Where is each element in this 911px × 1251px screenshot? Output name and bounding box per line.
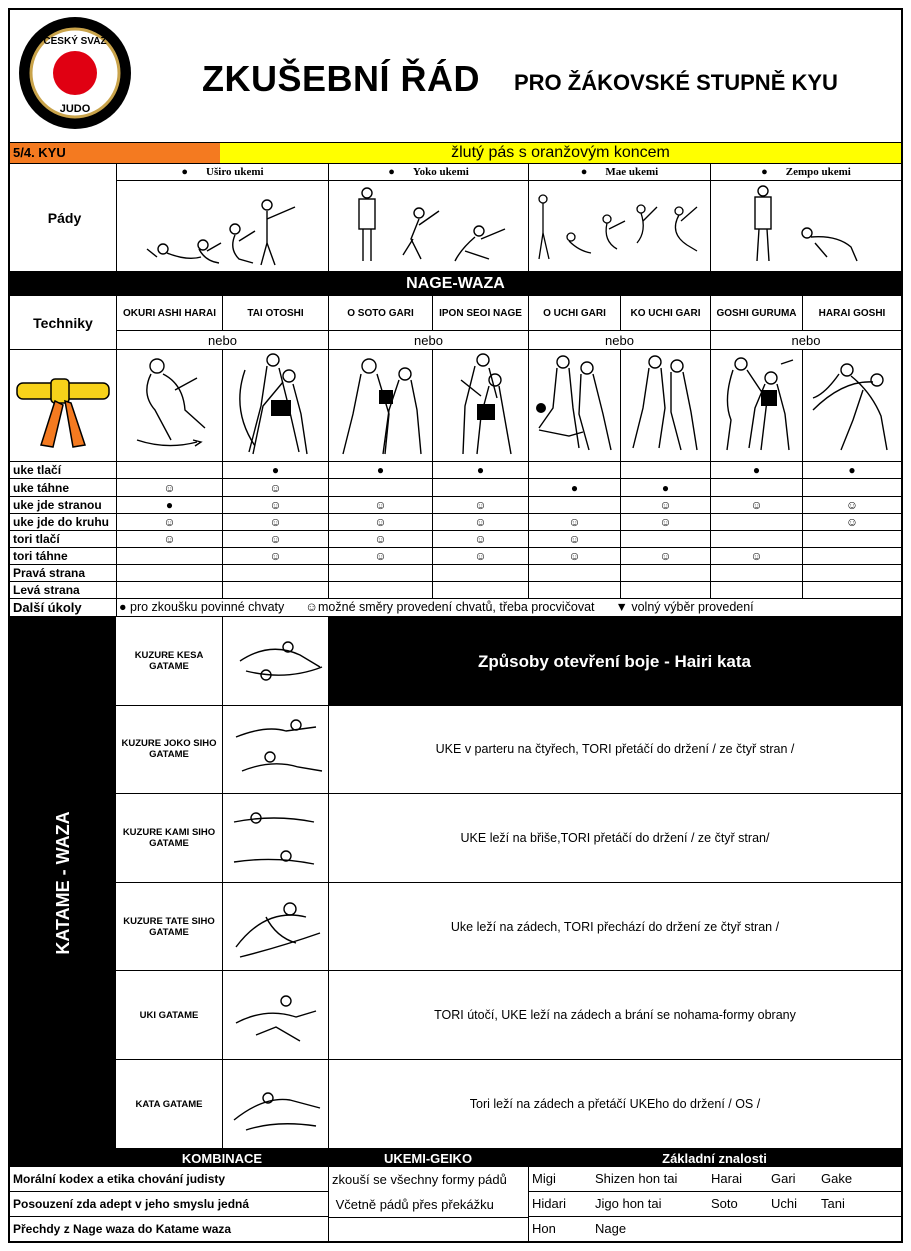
- matrix-cell: [116, 462, 222, 478]
- pady-col-3: ● Mae ukemi: [528, 164, 710, 271]
- matrix-cell: ●: [328, 462, 432, 478]
- kombinace-title: KOMBINACE: [181, 1150, 263, 1166]
- technique-name: OKURI ASHI HARAI: [116, 296, 222, 330]
- matrix-row-label: Levá strana: [13, 583, 80, 597]
- matrix-cell: ☺: [328, 531, 432, 547]
- matrix-cell: ☺: [328, 497, 432, 513]
- matrix-cell: ●: [528, 479, 620, 496]
- technique-name: O UCHI GARI: [528, 296, 620, 330]
- ukemi-geiko-title: UKEMI-GEIKO: [383, 1150, 473, 1166]
- ukemi-item: Včetně pádů přes překážku: [332, 1197, 494, 1212]
- matrix-cell: ●: [116, 497, 222, 513]
- matrix-cell: ☺: [620, 548, 710, 564]
- katame-technique-name: KATA GATAME: [116, 1060, 222, 1149]
- ukemi-item: zkouší se všechny formy pádů: [332, 1172, 507, 1187]
- page-title: ZKUŠEBNÍ ŘÁD: [202, 58, 481, 99]
- technique-illustration: [620, 350, 710, 461]
- technique-illustration: [802, 350, 901, 461]
- matrix-cell: [710, 582, 802, 598]
- legend-free: ▼ volný výběr provedení: [615, 600, 754, 614]
- technique-name: HARAI GOSHI: [802, 296, 901, 330]
- matrix-cell: [432, 565, 528, 581]
- kombinace-item: Posouzení zda adept v jeho smyslu jedná: [10, 1192, 328, 1217]
- matrix-cell: ☺: [432, 514, 528, 530]
- matrix-row-label: uke jde stranou: [13, 498, 102, 512]
- znalosti-term: Tani: [821, 1196, 845, 1211]
- matrix-cell: [620, 462, 710, 478]
- zakladni-znalosti-title: Základní znalosti: [662, 1150, 767, 1166]
- matrix-cell: ☺: [328, 514, 432, 530]
- matrix-row: [10, 462, 901, 479]
- pady-item-1: Uširo ukemi: [206, 166, 264, 178]
- znalosti-row: [529, 1217, 901, 1241]
- matrix-row: [10, 514, 901, 531]
- katame-description: UKE leží na břiše,TORI přetáčí do držení / ze čtyř stran/: [328, 794, 901, 883]
- matrix-cell: [328, 565, 432, 581]
- technique-illustration: [116, 350, 222, 461]
- legend-possible: ☺možné směry provedení chvatů, třeba procvičovat: [305, 600, 595, 614]
- matrix-cell: [432, 582, 528, 598]
- ukemi-empty: [328, 1217, 528, 1241]
- logo-bottom-text: JUDO: [59, 103, 91, 115]
- znalosti-term: Gari: [771, 1171, 796, 1186]
- katame-illustration: [222, 617, 328, 706]
- katame-technique-name: KUZURE KESA GATAME: [116, 617, 222, 706]
- pady-col-1: ● Uširo ukemi: [116, 164, 328, 271]
- matrix-cell: [802, 565, 901, 581]
- pady-label: Pády: [47, 209, 82, 226]
- katame-illustration: [222, 794, 328, 883]
- matrix-cell: [802, 531, 901, 547]
- bottom-header: [10, 1149, 901, 1167]
- technique-name: O SOTO GARI: [328, 296, 432, 330]
- znalosti-term: Hon: [532, 1221, 556, 1236]
- znalosti-term: Jigo hon tai: [595, 1196, 662, 1211]
- matrix-cell: ☺: [528, 514, 620, 530]
- additional-tasks-row: [10, 599, 901, 617]
- matrix-row-label: uke táhne: [13, 480, 70, 495]
- matrix-cell: ●: [432, 462, 528, 478]
- znalosti-term: Uchi: [771, 1196, 798, 1211]
- falling-figures-illustration: [711, 181, 900, 269]
- matrix-cell: [328, 582, 432, 598]
- katame-waza-label: KATAME - WAZA: [52, 811, 73, 955]
- matrix-cell: [116, 582, 222, 598]
- matrix-row: [10, 548, 901, 565]
- znalosti-term: Hidari: [532, 1196, 566, 1211]
- matrix-row: [10, 582, 901, 599]
- matrix-cell: [710, 514, 802, 530]
- matrix-cell: ☺: [222, 479, 328, 496]
- matrix-cell: ☺: [620, 514, 710, 530]
- pady-col-2: ● Yoko ukemi: [328, 164, 528, 271]
- matrix-cell: ●: [222, 462, 328, 478]
- belt-icon: [10, 350, 116, 461]
- logo-top-text: ČESKÝ SVAZ: [43, 36, 107, 47]
- znalosti-term: Nage: [595, 1221, 627, 1236]
- matrix-cell: ●: [802, 462, 901, 478]
- matrix-cell: [802, 582, 901, 598]
- katame-technique-name: KUZURE JOKO SIHO GATAME: [116, 706, 222, 795]
- katame-technique-name: KUZURE KAMI SIHO GATAME: [116, 794, 222, 883]
- matrix-row: [10, 479, 901, 497]
- matrix-cell: ☺: [222, 548, 328, 564]
- matrix-row-label: tori táhne: [13, 549, 68, 563]
- matrix-row: [10, 531, 901, 548]
- or-label: nebo: [528, 330, 710, 349]
- katame-technique-name: KUZURE TATE SIHO GATAME: [116, 883, 222, 972]
- matrix-cell: [710, 479, 802, 496]
- matrix-cell: ●: [710, 462, 802, 478]
- matrix-cell: ☺: [802, 497, 901, 513]
- matrix-cell: [116, 548, 222, 564]
- katame-description: Uke leží na zádech, TORI přechází do držení ze čtyř stran /: [328, 883, 901, 972]
- katame-technique-name: UKI GATAME: [116, 971, 222, 1060]
- katame-illustration: [222, 971, 328, 1060]
- logo: [16, 14, 134, 132]
- matrix-cell: [528, 462, 620, 478]
- matrix-cell: [620, 582, 710, 598]
- katame-illustration: [222, 1060, 328, 1149]
- direction-matrix: [10, 462, 901, 599]
- matrix-cell: [620, 531, 710, 547]
- pady-section: [10, 164, 901, 272]
- matrix-cell: ☺: [116, 514, 222, 530]
- znalosti-term: Harai: [711, 1171, 743, 1186]
- nage-waza-title: NAGE-WAZA: [10, 272, 901, 296]
- matrix-cell: ☺: [710, 497, 802, 513]
- matrix-cell: [620, 565, 710, 581]
- matrix-row-label: tori tlačí: [13, 532, 60, 546]
- grade-label: 5/4. KYU: [10, 143, 220, 163]
- katame-description: Tori leží na zádech a přetáčí UKEho do držení / OS /: [328, 1060, 901, 1149]
- matrix-cell: [528, 497, 620, 513]
- matrix-cell: ☺: [116, 479, 222, 496]
- falling-figures-illustration: [117, 181, 327, 269]
- matrix-cell: ☺: [432, 531, 528, 547]
- znalosti-cell: [528, 1167, 901, 1241]
- technique-name: GOSHI GURUMA: [710, 296, 802, 330]
- or-label: nebo: [710, 330, 901, 349]
- znalosti-term: Gake: [821, 1171, 853, 1186]
- legend-required: ● pro zkoušku povinné chvaty: [119, 600, 285, 614]
- katame-waza-side: [10, 617, 116, 1149]
- grade-bar: [10, 142, 901, 164]
- matrix-row-label: Pravá strana: [13, 566, 86, 580]
- matrix-cell: ●: [620, 479, 710, 496]
- exam-sheet: [8, 8, 903, 1243]
- bottom-table: [10, 1167, 901, 1241]
- katame-description: TORI útočí, UKE leží na zádech a brání se nohama-formy obrany: [328, 971, 901, 1060]
- technique-name: KO UCHI GARI: [620, 296, 710, 330]
- matrix-cell: ☺: [528, 548, 620, 564]
- additional-tasks-label: Další úkoly: [13, 600, 82, 615]
- matrix-cell: [222, 565, 328, 581]
- matrix-cell: ☺: [620, 497, 710, 513]
- or-label: nebo: [328, 330, 528, 349]
- znalosti-row: [529, 1192, 901, 1217]
- matrix-cell: ☺: [222, 531, 328, 547]
- matrix-row-label: uke tlačí: [13, 463, 62, 477]
- matrix-cell: [432, 479, 528, 496]
- matrix-cell: ☺: [802, 514, 901, 530]
- technique-name: IPON SEOI NAGE: [432, 296, 528, 330]
- techniques-header: [10, 296, 901, 350]
- katame-illustration: [222, 706, 328, 795]
- technique-name: TAI OTOSHI: [222, 296, 328, 330]
- matrix-cell: [528, 565, 620, 581]
- technique-illustration: [432, 350, 528, 461]
- matrix-cell: [710, 565, 802, 581]
- matrix-row: [10, 497, 901, 514]
- katame-illustration: [222, 883, 328, 972]
- or-label: nebo: [116, 330, 328, 349]
- techniques-images: [10, 350, 901, 462]
- falling-figures-illustration: [529, 181, 709, 269]
- matrix-cell: [222, 582, 328, 598]
- technique-illustration: [328, 350, 432, 461]
- matrix-cell: [116, 565, 222, 581]
- znalosti-row: [529, 1167, 901, 1192]
- technique-illustration: [528, 350, 620, 461]
- matrix-cell: ☺: [222, 497, 328, 513]
- matrix-cell: [802, 548, 901, 564]
- znalosti-term: Soto: [711, 1196, 738, 1211]
- technique-illustration: [222, 350, 328, 461]
- matrix-cell: ☺: [432, 548, 528, 564]
- znalosti-term: Shizen hon tai: [595, 1171, 678, 1186]
- page-subtitle: PRO ŽÁKOVSKÉ STUPNĚ KYU: [514, 70, 838, 95]
- matrix-cell: ☺: [222, 514, 328, 530]
- pady-item-4: Zempo ukemi: [785, 166, 851, 178]
- znalosti-term: Migi: [532, 1171, 556, 1186]
- techniky-label: Techniky: [33, 314, 93, 331]
- pady-item-2: Yoko ukemi: [412, 166, 469, 178]
- matrix-cell: ☺: [528, 531, 620, 547]
- matrix-row: [10, 565, 901, 582]
- falling-figures-illustration: [329, 181, 527, 269]
- pady-col-4: ● Zempo ukemi: [710, 164, 901, 271]
- hairi-kata-title: Způsoby otevření boje - Hairi kata: [328, 617, 901, 706]
- matrix-cell: [528, 582, 620, 598]
- belt-description: žlutý pás s oranžovým koncem: [220, 143, 901, 163]
- matrix-cell: ☺: [116, 531, 222, 547]
- matrix-row-label: uke jde do kruhu: [13, 515, 110, 529]
- pady-item-3: Mae ukemi: [605, 166, 659, 178]
- matrix-cell: ☺: [710, 548, 802, 564]
- matrix-cell: ☺: [432, 497, 528, 513]
- ukemi-cell: [328, 1167, 528, 1217]
- technique-illustration: [710, 350, 802, 461]
- matrix-cell: ☺: [328, 548, 432, 564]
- kombinace-item: Přechdy z Nage waza do Katame waza: [13, 1222, 232, 1236]
- matrix-cell: [710, 531, 802, 547]
- matrix-cell: [328, 479, 432, 496]
- katame-description: UKE v parteru na čtyřech, TORI přetáčí do držení / ze čtyř stran /: [328, 706, 901, 795]
- legend: [116, 599, 901, 616]
- kombinace-item: Morální kodex a etika chování judisty: [10, 1167, 328, 1192]
- matrix-cell: [802, 479, 901, 496]
